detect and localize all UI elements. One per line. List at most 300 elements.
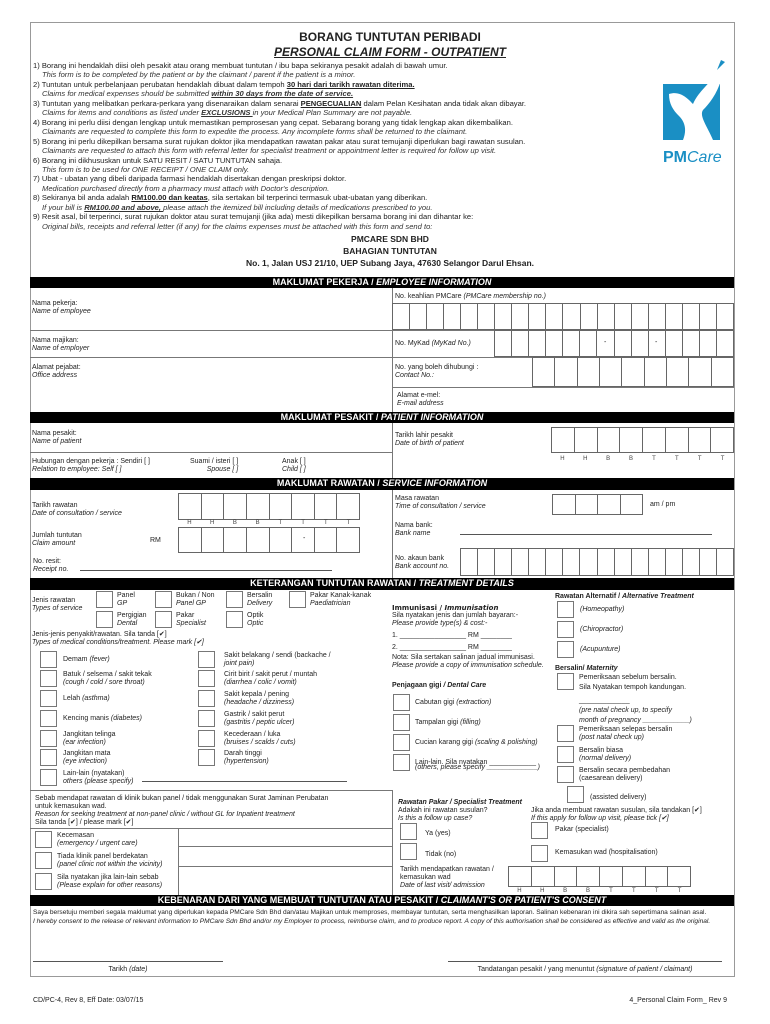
- label-ms: Gastrik / sakit perut: [224, 711, 285, 718]
- date-format-letter: B: [586, 888, 591, 894]
- condition-left-3-checkbox[interactable]: [40, 710, 57, 727]
- instruction-9-ms: [33, 212, 526, 221]
- label-en: (normal delivery): [579, 755, 632, 762]
- digit-box[interactable]: [717, 548, 734, 576]
- condition-right-4-checkbox[interactable]: [198, 730, 215, 747]
- instruction-text: Claimants are requested to attach this form with referral letter for specialist treatment or appointment letter is required for follow up visit.: [42, 146, 497, 156]
- maternity-0-checkbox[interactable]: [557, 725, 574, 742]
- digit-box[interactable]: [337, 493, 360, 520]
- service-type-delivery-checkbox[interactable]: [226, 591, 243, 608]
- patient-name-label[interactable]: Nama pesakit: Name of patient: [32, 430, 82, 445]
- mykad-label: No. MyKad (MyKad No.): [395, 340, 471, 347]
- mykad-number-boxes[interactable]: [494, 330, 734, 357]
- dental-2-checkbox[interactable]: [393, 734, 410, 751]
- instruction-text: This form is to be completed by the patient or by the claimant / parent if the patient is a minor.: [42, 70, 356, 80]
- label-en: (Please explain for other reasons): [57, 882, 163, 889]
- label-ms: Kecemasan: [57, 832, 94, 839]
- dental-others-specify[interactable]: (others, please specify _____________): [415, 764, 540, 771]
- instruction-text: RM100.00 dan keatas: [131, 193, 208, 203]
- label-ms: Tampalan gigi: [415, 719, 461, 726]
- date-format-letter: T: [677, 888, 682, 894]
- condition-left-4-checkbox[interactable]: [40, 730, 57, 747]
- digit-box[interactable]: [270, 493, 293, 520]
- alternative-title: Rawatan Alternatif / Alternative Treatment: [555, 593, 694, 600]
- address-company: PMCARE SDN BHD: [351, 234, 429, 244]
- follow-up-tick-instruction: Jika anda membuat rawatan susulan, sila tandakan [✔] If this apply for follow up visit, please tick [✔]: [531, 807, 702, 822]
- digit-box[interactable]: [532, 866, 555, 887]
- condition-right-4-label: [224, 731, 296, 747]
- digit-box[interactable]: [247, 527, 270, 553]
- label-ms: Kecederaan / luka: [224, 731, 281, 738]
- digit-box[interactable]: [410, 303, 427, 330]
- column-divider: [392, 490, 393, 578]
- digit-box[interactable]: [689, 357, 711, 387]
- instruction-8-ms: [33, 193, 526, 202]
- time-label: Masa rawatan Time of consultation / service: [395, 495, 486, 510]
- condition-left-6-checkbox[interactable]: [40, 769, 57, 786]
- instruction-text: 9) Resit asal, bil terperinci, surat rujukan doktor atau surat temujanji (jika ada) mesti dikepilkan bersama borang ini dan dihantar ke:: [33, 212, 474, 222]
- digit-box[interactable]: [632, 548, 649, 576]
- specialist-checkbox[interactable]: [531, 822, 548, 839]
- footer-revision: CD/PC-4, Rev 8, Eff Date: 03/07/15: [33, 997, 144, 1004]
- alternative-checkbox[interactable]: [557, 621, 574, 638]
- label-en: GP: [117, 600, 128, 607]
- date-format-letter: T: [278, 520, 283, 526]
- service-type-specialist-label: [176, 612, 206, 628]
- label-ms: Pergigian: [117, 612, 147, 619]
- digit-box[interactable]: [615, 303, 632, 330]
- digit-box[interactable]: [645, 357, 667, 387]
- label-en: (diarrhea / colic / vomit): [224, 679, 297, 686]
- digit-box[interactable]: [683, 330, 700, 357]
- instruction-7-ms: [33, 174, 526, 183]
- digit-box[interactable]: [683, 303, 700, 330]
- digit-box[interactable]: [667, 357, 689, 387]
- prenatal-checkbox[interactable]: [557, 673, 574, 690]
- dental-care-title: Penjagaan gigi / Dental Care: [392, 682, 487, 689]
- digit-box[interactable]: [179, 527, 202, 553]
- divider: [178, 846, 392, 847]
- label-ms: Pemeriksaan selepas bersalin: [579, 726, 673, 733]
- digit-box[interactable]: [546, 303, 563, 330]
- condition-left-3-label: [63, 715, 142, 723]
- relation-child-option[interactable]: Anak [ ] Child [ ]: [282, 458, 306, 473]
- account-label: No. akaun bank Bank account no.: [395, 555, 450, 570]
- relation-spouse-option[interactable]: Suami / isteri [ ] Spouse [ ]: [190, 458, 239, 473]
- currency-label: RM: [150, 537, 161, 544]
- label-en: (caesarean delivery): [579, 775, 643, 782]
- condition-right-3-checkbox[interactable]: [198, 710, 215, 727]
- date-format-letter: H: [517, 888, 522, 894]
- instruction-text: in your Medical Plan Summary are not payable.: [252, 108, 413, 118]
- label-ms: Optik: [247, 612, 264, 619]
- digit-box[interactable]: [577, 866, 600, 887]
- am-pm-label[interactable]: am / pm: [650, 501, 676, 508]
- instruction-text: 1) Borang ini hendaklah diisi oleh pesakit atau orang membuat tuntutan / ibu bapa sekiranya pesakit adalah di bawah umur.: [33, 61, 448, 70]
- column-divider: [392, 423, 393, 478]
- label-ms: Jangkitan mata: [63, 750, 111, 757]
- digit-box[interactable]: [668, 866, 691, 887]
- digit-box[interactable]: [529, 303, 546, 330]
- instruction-text: Medication purchased directly from a pharmacy must attach with Doctor's description.: [42, 183, 330, 193]
- digit-box[interactable]: [580, 330, 597, 357]
- digit-box[interactable]: [575, 427, 598, 453]
- instruction-2-en: [33, 89, 526, 98]
- column-divider: [392, 790, 393, 895]
- office-address-label[interactable]: Alamat pejabat: Office address: [32, 364, 81, 379]
- digit-box[interactable]: [546, 548, 563, 576]
- digit-box[interactable]: [598, 494, 621, 515]
- employee-name-label[interactable]: Nama pekerja: Name of employee: [32, 300, 91, 315]
- digit-box[interactable]: [581, 303, 598, 330]
- digit-box[interactable]: [509, 866, 532, 887]
- label-en: (gastritis / peptic ulcer): [224, 719, 295, 726]
- digit-box[interactable]: [598, 427, 621, 453]
- label-ms: Sakit kepala / pening: [224, 691, 289, 698]
- divider: [178, 828, 179, 895]
- divider: [392, 387, 734, 388]
- dob-boxes[interactable]: [551, 427, 734, 453]
- digit-box[interactable]: [270, 527, 293, 553]
- instruction-8-en: [33, 203, 526, 212]
- reason-2-checkbox[interactable]: [35, 873, 52, 890]
- digit-box[interactable]: [533, 357, 555, 387]
- signature-label: Tandatangan pesakit / yang menuntut (signature of patient / claimant): [477, 966, 693, 973]
- digit-box[interactable]: [552, 427, 575, 453]
- no-checkbox[interactable]: [400, 843, 417, 860]
- alternative-label: (Homeopathy): [580, 606, 625, 613]
- label-en: (asthma): [82, 695, 110, 702]
- employer-name-label[interactable]: Nama majikan: Name of employer: [32, 337, 90, 352]
- digit-box[interactable]: [444, 303, 461, 330]
- label-en: (cough / cold / sore throat): [63, 679, 145, 686]
- digit-box[interactable]: [683, 548, 700, 576]
- digit-box[interactable]: [623, 866, 646, 887]
- last-visit-date-boxes[interactable]: [508, 866, 691, 887]
- digit-box[interactable]: [643, 427, 666, 453]
- reason-1-checkbox[interactable]: [35, 852, 52, 869]
- label-en: (hypertension): [224, 758, 269, 765]
- reason-0-label: [57, 832, 138, 848]
- digit-box[interactable]: [546, 330, 563, 357]
- digit-box[interactable]: [615, 548, 632, 576]
- claim-amount-label: Jumlah tuntutan Claim amount: [32, 532, 82, 547]
- label-ms: Bukan / Non: [176, 592, 215, 599]
- digit-box[interactable]: [600, 357, 622, 387]
- digit-box[interactable]: [553, 494, 576, 515]
- label-ms: Bersalin secara pembedahan: [579, 767, 671, 774]
- digit-box[interactable]: [700, 548, 717, 576]
- reason-0-checkbox[interactable]: [35, 831, 52, 848]
- receipt-input-line[interactable]: [80, 570, 332, 571]
- membership-label: No. keahlian PMCare (PMCare membership no.): [395, 293, 546, 300]
- maternity-1-label: [579, 747, 631, 763]
- digit-box[interactable]: [649, 303, 666, 330]
- digit-box[interactable]: [495, 330, 512, 357]
- divider: [30, 452, 392, 453]
- contact-label: No. yang boleh dihubungi : Contact No.:: [395, 364, 479, 379]
- digit-box[interactable]: [179, 493, 202, 520]
- signature-line[interactable]: [448, 961, 722, 962]
- date-format-letter: H: [560, 456, 565, 462]
- instruction-text: 8) Sekiranya bil anda adalah: [33, 193, 132, 203]
- digit-box[interactable]: [563, 548, 580, 576]
- condition-left-6-label: [63, 770, 133, 786]
- alternative-label: (Chiropractor): [580, 626, 624, 633]
- service-date-format-labels: [178, 520, 360, 526]
- instruction-7-en: [33, 184, 526, 193]
- instruction-text: dalam Pelan Kesihatan anda tidak akan dibayar.: [361, 98, 527, 108]
- digit-box[interactable]: [529, 330, 546, 357]
- assisted-delivery-checkbox[interactable]: [567, 786, 584, 803]
- instruction-5-ms: [33, 137, 526, 146]
- label-en: (headache / dizziness): [224, 699, 295, 706]
- digit-box[interactable]: [632, 330, 649, 357]
- label-ms: Panel: [117, 592, 135, 599]
- relation-self-option[interactable]: Hubungan dengan pekerja : Sendiri [ ] Relation to employee: Self [ ]: [32, 458, 150, 473]
- label-ms: Bersalin biasa: [579, 747, 623, 754]
- label-en: (emergency / urgent care): [57, 840, 138, 847]
- dental-1-label: [415, 719, 481, 727]
- date-format-letter: T: [720, 456, 725, 462]
- maternity-2-label: [579, 767, 670, 783]
- digit-box[interactable]: [717, 303, 734, 330]
- logo-text-pm: PM: [663, 149, 687, 166]
- digit-box[interactable]: [576, 494, 599, 515]
- digit-box[interactable]: [224, 493, 247, 520]
- digit-box[interactable]: [580, 548, 597, 576]
- instruction-text: 2) Tuntutan untuk perbelanjaan perubatan hendaklah dibuat dalam tempoh: [33, 79, 287, 89]
- maternity-1-checkbox[interactable]: [557, 746, 574, 763]
- digit-box[interactable]: [202, 493, 225, 520]
- time-boxes[interactable]: [552, 494, 643, 515]
- immunisation-row-1[interactable]: 1. _________________ RM ________: [392, 632, 512, 639]
- condition-right-0-checkbox[interactable]: [198, 651, 215, 668]
- digit-box[interactable]: [478, 548, 495, 576]
- instruction-text: Claims for medical expenses should be submitted: [42, 89, 212, 99]
- instruction-text: 4) Borang ini perlu diisi dengan lengkap untuk memastikan pemprosesan yang cepat. Sebarang borang yang tidak lengkap akan dikembalikan.: [33, 117, 513, 127]
- label-en: Specialist: [176, 620, 206, 627]
- reason-1-label: [57, 853, 162, 869]
- digit-box[interactable]: [202, 527, 225, 553]
- digit-box[interactable]: [666, 330, 683, 357]
- digit-box[interactable]: [712, 357, 734, 387]
- header-en: EMPLOYEE INFORMATION: [376, 277, 492, 287]
- date-format-letter: T: [654, 888, 659, 894]
- date-format-letter: T: [652, 456, 656, 462]
- label-ms: Sakit belakang / sendi (backache /: [224, 652, 331, 659]
- last-visit-label: Tarikh mendapatkan rawatan / kemasukan wad Date of last visit/ admission: [400, 866, 494, 889]
- condition-left-0-checkbox[interactable]: [40, 651, 57, 668]
- instruction-text: 5) Borang ini perlu dikepilkan bersama surat rujukan doktor jika mendapatkan rawatan pakar atau surat temujanji diperlukan bagi rawatan susulan.: [33, 136, 526, 146]
- digit-box[interactable]: [700, 303, 717, 330]
- digit-box[interactable]: [393, 303, 410, 330]
- digit-box[interactable]: [512, 330, 529, 357]
- bank-name-label: Nama bank: Bank name: [395, 522, 433, 537]
- form-subtitle: PERSONAL CLAIM FORM - OUTPATIENT: [274, 45, 506, 59]
- digit-box[interactable]: [666, 303, 683, 330]
- condition-right-2-checkbox[interactable]: [198, 690, 215, 707]
- digit-box[interactable]: [292, 493, 315, 520]
- alternative-checkbox[interactable]: [557, 601, 574, 618]
- label-en: (diabetes): [110, 715, 142, 722]
- digit-box[interactable]: [578, 357, 600, 387]
- label-ms: Pakar Kanak-kanak: [310, 592, 372, 599]
- service-type-dental-checkbox[interactable]: [96, 611, 113, 628]
- service-type-panel-gp-checkbox[interactable]: [155, 591, 172, 608]
- digit-box[interactable]: [711, 427, 734, 453]
- condition-right-1-checkbox[interactable]: [198, 670, 215, 687]
- date-format-letter: T: [301, 520, 305, 526]
- specialist-title: Rawatan Pakar / Specialist Treatment: [398, 799, 522, 806]
- digit-box[interactable]: [717, 330, 734, 357]
- dental-0-label: [415, 699, 491, 707]
- service-type-panel-gp-label: [176, 592, 215, 608]
- digit-box[interactable]: [247, 493, 270, 520]
- digit-box[interactable]: [649, 548, 666, 576]
- header-ms: MAKLUMAT PEKERJA /: [272, 277, 377, 287]
- instruction-text: If your bill is: [42, 202, 85, 212]
- date-format-letter: H: [540, 888, 545, 894]
- digit-box[interactable]: [512, 548, 529, 576]
- immunisation-row-2[interactable]: 2. _________________ RM ________: [392, 644, 512, 651]
- date-format-letter: B: [606, 456, 611, 462]
- condition-left-2-label: [63, 695, 110, 703]
- digit-box[interactable]: [632, 303, 649, 330]
- instruction-text: Original bills, receipts and referral letter (if any) for the claims expenses must be attached with this form and send to:: [42, 221, 433, 231]
- maternity-2-checkbox[interactable]: [557, 766, 574, 783]
- last-visit-format-labels: [508, 888, 691, 894]
- condition-right-5-label: [224, 750, 269, 766]
- service-type-specialist-checkbox[interactable]: [155, 611, 172, 628]
- service-type-gp-label: [117, 592, 135, 608]
- digit-box[interactable]: [700, 330, 717, 357]
- condition-left-1-checkbox[interactable]: [40, 670, 57, 687]
- service-type-optic-checkbox[interactable]: [226, 611, 243, 628]
- date-format-letter: H: [209, 520, 215, 526]
- digit-box[interactable]: [315, 493, 338, 520]
- immunisation-section: Immunisasi / Immunisation Sila nyatakan jenis dan jumlah bayaran:- Please provide type(s) & cost:- 1. _________________ RM ________ 2. _________________ RM ________ Nota: Sila sertakan salinan jadual immunisasi. Please provide a copy of immunisation schedule.: [392, 604, 544, 669]
- instruction-4-en: [33, 127, 526, 136]
- label-ms: Kencing manis: [63, 715, 111, 722]
- divider: [178, 866, 392, 867]
- label-ms: Lain-lain (nyatakan): [63, 770, 125, 777]
- dental-1-checkbox[interactable]: [393, 714, 410, 731]
- label-ms: Demam: [63, 656, 90, 663]
- digit-box[interactable]: [478, 303, 495, 330]
- digit-box[interactable]: [563, 330, 580, 357]
- condition-right-0-label: [224, 652, 331, 668]
- instructions-list: [33, 61, 526, 231]
- digit-box[interactable]: [666, 548, 683, 576]
- digit-box[interactable]: [224, 527, 247, 553]
- digit-box[interactable]: [622, 357, 644, 387]
- label-ms: Tiada klinik panel berdekatan: [57, 853, 148, 860]
- service-date-label: Tarikh rawatan Date of consultation / service: [32, 502, 122, 517]
- label-ms: Pakar: [176, 612, 195, 619]
- label-ms: Bersalin: [247, 592, 273, 599]
- digit-box[interactable]: [495, 548, 512, 576]
- condition-left-2-checkbox[interactable]: [40, 690, 57, 707]
- mykad-dash: -: [604, 339, 607, 346]
- amount-decimal: -: [303, 535, 306, 542]
- date-format-letter: T: [631, 888, 636, 894]
- consent-text: Saya bersetuju memberi segala maklumat yang diperlukan kepada PMCare Sdn Bhd dan/atau Majikan untuk memproses, membayar tuntutan, serta menghasilkan laporan. Salinan kebenaran ini dikira sah sepertimana salinan asal. I hereby consent to the release of relevant information to PMCare Sdn Bhd and/or my Employer to process, reimburse claim, and to produce report. A copy of this authorisation shall be considered as effective and valid as the original.: [33, 909, 711, 925]
- digit-box[interactable]: [461, 548, 478, 576]
- date-signature-line[interactable]: [33, 961, 223, 962]
- digit-box[interactable]: [461, 303, 478, 330]
- label-en: (panel clinic not within the vicinity): [57, 861, 163, 868]
- instruction-text: 30 hari dari tarikh rawatan diterima.: [286, 79, 415, 89]
- digit-box[interactable]: [598, 303, 615, 330]
- bank-name-input-line[interactable]: [460, 534, 712, 535]
- yes-checkbox[interactable]: [400, 823, 417, 840]
- label-ms: Lelah: [63, 695, 83, 702]
- digit-box[interactable]: [555, 357, 577, 387]
- digit-box[interactable]: [620, 427, 643, 453]
- conditions-label: Jenis-jenis penyakit/rawatan. Sila tanda [✔] Types of medical conditions/treatment. Please mark [✔]: [32, 631, 204, 646]
- digit-box[interactable]: [666, 427, 689, 453]
- digit-box[interactable]: [563, 303, 580, 330]
- digit-box[interactable]: [598, 548, 615, 576]
- instruction-6-en: [33, 165, 526, 174]
- hospitalisation-checkbox[interactable]: [531, 845, 548, 862]
- condition-left-5-checkbox[interactable]: [40, 749, 57, 766]
- reason-text: Sebab mendapat rawatan di klinik bukan panel / tidak menggunakan Surat Jaminan Perubatan untuk kemasukan wad. Reason for seeking treatment at non-panel clinic / without GL for Inpatient treatment Sila tanda [✔] / please mark [✔]: [35, 795, 329, 826]
- digit-box[interactable]: [529, 548, 546, 576]
- digit-box[interactable]: [615, 330, 632, 357]
- digit-box[interactable]: [600, 866, 623, 887]
- instruction-text: 6) Borang ini dikhususkan untuk SATU RESIT / SATU TUNTUTAN sahaja.: [33, 155, 283, 165]
- date-format-letter: T: [609, 888, 613, 894]
- digit-box[interactable]: [315, 527, 338, 553]
- condition-left-0-label: [63, 656, 110, 664]
- label-en: Paediatrician: [310, 600, 351, 607]
- condition-right-1-label: [224, 671, 317, 687]
- service-date-boxes[interactable]: [178, 493, 360, 520]
- consent-section-header: KEBENARAN DARI YANG MEMBUAT TUNTUTAN ATAU PESAKIT / CLAIMANT'S OR PATIENT'S CONSENT: [30, 895, 734, 906]
- label-ms: Jangkitan telinga: [63, 731, 116, 738]
- instruction-4-ms: [33, 118, 526, 127]
- digit-box[interactable]: [621, 494, 644, 515]
- receipt-label: No. resit: Receipt no.: [33, 558, 69, 573]
- claim-amount-boxes[interactable]: [178, 527, 360, 553]
- membership-number-boxes[interactable]: [392, 303, 734, 330]
- instruction-text: please attach the itemized bill including details of medications prescribed to you.: [163, 202, 433, 212]
- no-label: Tidak (no): [425, 851, 457, 858]
- digit-box[interactable]: [689, 427, 712, 453]
- others-specify-line[interactable]: [142, 781, 347, 782]
- label-ms: Cucian karang gigi: [415, 739, 475, 746]
- follow-up-question: Adakah ini rawatan susulan? Is this a follow up case?: [398, 807, 488, 822]
- digit-box[interactable]: [495, 303, 512, 330]
- email-label[interactable]: Alamat e-mel: E-mail address: [397, 392, 444, 407]
- assisted-delivery-label: (assisted delivery): [590, 794, 647, 801]
- dental-3-checkbox[interactable]: [393, 754, 410, 771]
- digit-box[interactable]: [555, 866, 578, 887]
- digit-box[interactable]: [427, 303, 444, 330]
- digit-box[interactable]: [646, 866, 669, 887]
- dental-0-checkbox[interactable]: [393, 694, 410, 711]
- service-type-gp-checkbox[interactable]: [96, 591, 113, 608]
- condition-right-5-checkbox[interactable]: [198, 749, 215, 766]
- alternative-checkbox[interactable]: [557, 641, 574, 658]
- contact-number-boxes[interactable]: [532, 357, 734, 387]
- digit-box[interactable]: [337, 527, 360, 553]
- account-number-boxes[interactable]: [460, 548, 734, 576]
- service-type-paediatrician-checkbox[interactable]: [289, 591, 306, 608]
- digit-box[interactable]: [512, 303, 529, 330]
